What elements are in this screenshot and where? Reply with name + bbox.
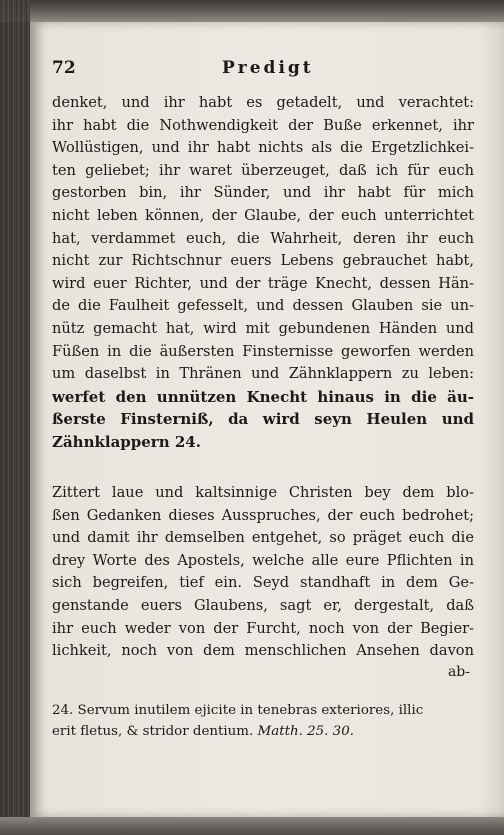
text-line: Zittert laue und kaltsinnige Christen bey dem blo-: [52, 484, 474, 501]
paragraph-1: [52, 92, 474, 454]
footnote-reference: Matth. 25. 30.: [257, 724, 354, 739]
scripture-quote-line: ßerste Finsterniß, da wird seyn Heulen und: [52, 410, 474, 429]
text-line: wird euer Richter, und der träge Knecht, dessen Hän-: [52, 274, 474, 292]
footnote: [52, 700, 474, 742]
paragraph-2: [52, 482, 474, 663]
text-line: ihr euch weder von der Furcht, noch von der Begier-: [52, 619, 474, 637]
text-line: de die Faulheit gefesselt, und dessen Glauben sie un-: [52, 297, 474, 315]
text-line: ten geliebet; ihr waret überzeuget, daß ich für euch: [52, 161, 474, 179]
scripture-quote-line: Zähnklappern 24.: [52, 432, 201, 451]
text-line: Füßen in die äußersten Finsternisse geworfen werden: [52, 342, 474, 360]
text-line: ihr habt die Nothwendigkeit der Buße erkennet, ihr: [52, 116, 474, 134]
text-line: und damit ihr demselben entgehet, so präget euch die: [52, 529, 474, 547]
running-head: Predigt: [222, 58, 314, 78]
text-line: gestorben bin, ihr Sünder, und ihr habt für mich: [52, 184, 474, 202]
scripture-quote-line: werfet den unnützen Knecht hinaus in die äu-: [52, 387, 474, 406]
text-line: ßen Gedanken dieses Ausspruches, der euch bedrohet;: [52, 506, 474, 524]
page-header: [52, 58, 472, 84]
book-spine: [0, 0, 30, 835]
text-line: nütz gemacht hat, wird mit gebundenen Händen und: [52, 319, 474, 337]
text-line: sich begreifen, tief ein. Seyd standhaft in dem Ge-: [52, 574, 474, 592]
bottom-edge: [0, 817, 504, 835]
text-line: nicht leben können, der Glaube, der euch unterrichtet: [52, 206, 474, 224]
text-line: um daselbst in Thränen und Zähnklappern zu leben:: [52, 365, 474, 383]
page-number: 72: [52, 58, 76, 78]
footnote-text: erit fletus, & stridor dentium.: [52, 724, 254, 739]
text-line: denket, und ihr habt es getadelt, und verachtet:: [52, 94, 474, 111]
text-line: genstande euers Glaubens, sagt er, dergestalt, daß: [52, 596, 474, 614]
top-edge: [0, 0, 504, 22]
text-line: hat, verdammet euch, die Wahrheit, deren ihr euch: [52, 229, 474, 247]
text-line: nicht zur Richtschnur euers Lebens gebrauchet habt,: [52, 252, 474, 270]
catchword: ab-: [447, 664, 470, 680]
text-line: drey Worte des Apostels, welche alle eure Pflichten in: [52, 551, 474, 569]
footnote-line: 24. Servum inutilem ejicite in tenebras exteriores, illic: [52, 703, 424, 718]
text-line: lichkeit, noch von dem menschlichen Ansehen davon: [52, 642, 474, 660]
footnote-line-2: [52, 721, 474, 742]
text-line: Wollüstigen, und ihr habt nichts als die Ergetzlichkei-: [52, 139, 474, 157]
